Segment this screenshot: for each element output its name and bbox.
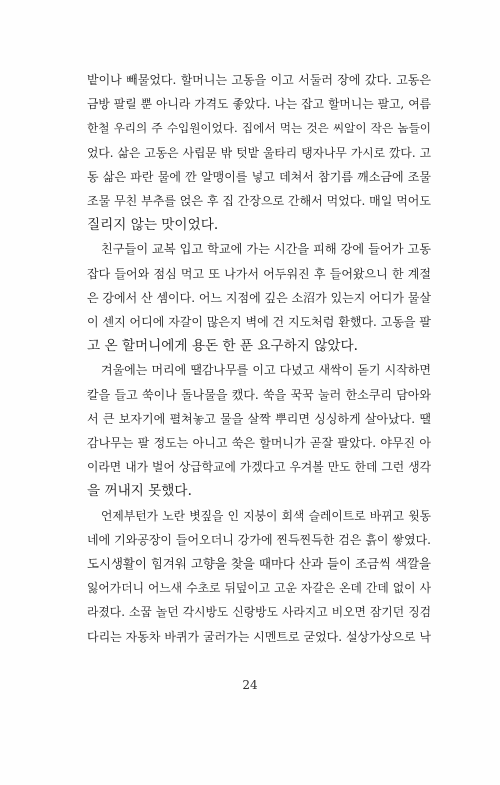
text-line: 조물 무친 부추를 얹은 후 집 간장으로 간해서 먹었다. 매일 먹어도 <box>87 194 431 209</box>
text-line: 고 온 할머니에게 용돈 한 푼 요구하지 않았다. <box>87 338 358 355</box>
text-line: 서 큰 보자기에 펼쳐놓고 물을 살짝 뿌리면 싱싱하게 살아났다. 땔 <box>87 411 431 426</box>
text-line: 겨울에는 머리에 땔감나무를 이고 다녔고 새싹이 돋기 시작하면 <box>101 363 431 378</box>
text-line: 질리지 않는 맛이었다. <box>87 217 219 234</box>
text-line: 을 꺼내지 못했다. <box>87 483 192 500</box>
text-line: 도시생활이 힘겨워 고향을 찾을 때마다 산과 들이 조금씩 색깔을 <box>87 556 431 572</box>
text-line: 이라면 내가 벌어 상급학교에 가겠다고 우겨볼 만도 한데 그런 생각 <box>87 460 431 475</box>
text-line: 라졌다. 소꿉 놀던 각시방도 신랑방도 사라지고 비오면 잠기던 징검 <box>87 605 431 620</box>
paragraph-4 <box>87 504 431 649</box>
paragraph-2 <box>87 237 431 358</box>
body-text <box>87 68 431 649</box>
page-number: 24 <box>242 678 258 692</box>
text-line: 네에 기와공장이 들어오더니 강가에 찐득찐득한 검은 흙이 쌓였다. <box>87 532 431 547</box>
text-line: 금방 팔릴 뿐 아니라 가격도 좋았다. 나는 잡고 할머니는 팔고, 여름 <box>87 97 431 112</box>
text-line: 친구들이 교복 입고 학교에 가는 시간을 피해 강에 들어가 고동 <box>101 242 431 257</box>
text-line: 잡다 들어와 점심 먹고 또 나가서 어두워진 후 들어왔으니 한 계절 <box>87 266 431 281</box>
paragraph-3 <box>87 358 431 503</box>
text-line: 밭이나 빼물었다. 할머니는 고동을 이고 서둘러 장에 갔다. 고동은 <box>87 73 431 87</box>
paragraph-1 <box>87 68 431 237</box>
text-line: 한철 우리의 주 수입원이었다. 집에서 먹는 것은 씨알이 작은 놈들이 <box>87 121 431 136</box>
text-line: 잃어가더니 어느새 수초로 뒤덮이고 고운 자갈은 온데 간데 없이 사 <box>87 581 431 596</box>
text-line: 언제부턴가 노란 볏짚을 인 지붕이 회색 슬레이트로 바뀌고 윗동 <box>101 508 431 523</box>
text-line: 동 삶은 파란 물에 깐 알맹이를 넣고 데쳐서 참기름 깨소금에 조물 <box>87 169 431 184</box>
text-line: 이 센지 어디에 자갈이 많은지 벽에 건 지도처럼 환했다. 고동을 팔 <box>87 315 431 330</box>
text-line: 칼을 들고 쑥이나 돌나물을 캤다. 쑥을 꾹꾹 눌러 한소쿠리 담아와 <box>87 387 431 402</box>
text-line: 었다. 삶은 고동은 사립문 밖 텃밭 울타리 탱자나무 가시로 깠다. 고 <box>87 145 431 160</box>
text-line: 은 강에서 산 셈이다. 어느 지점에 깊은 소沼가 있는지 어디가 물살 <box>87 290 431 305</box>
text-line: 다리는 자동차 바퀴가 굴러가는 시멘트로 굳었다. 설상가상으로 낙 <box>87 629 431 644</box>
text-line: 감나무는 팔 정도는 아니고 쑥은 할머니가 곧잘 팔았다. 야무진 아 <box>87 436 431 451</box>
